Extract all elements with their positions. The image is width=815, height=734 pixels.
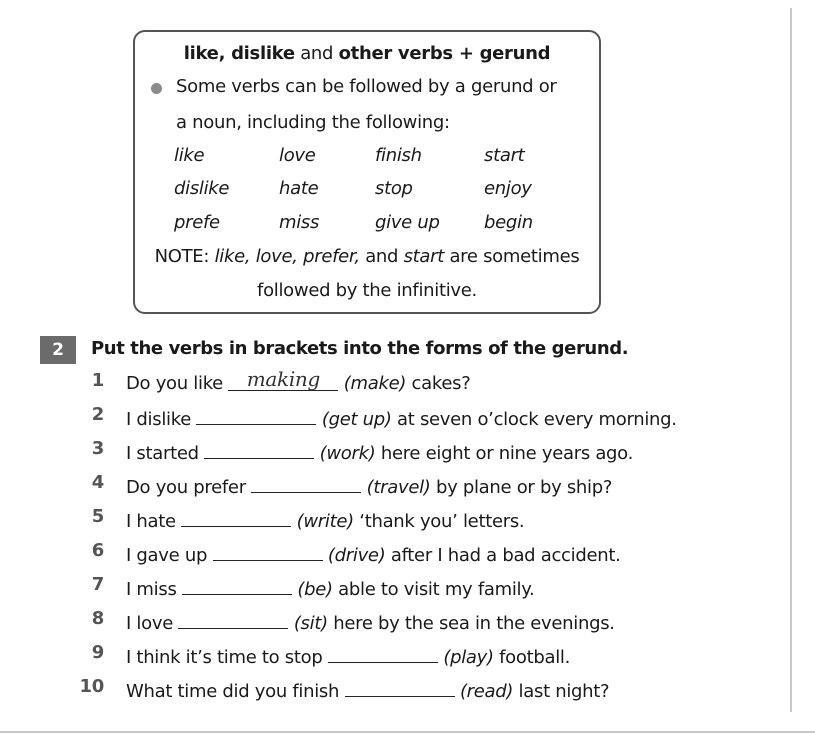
answer-text: making [246, 367, 321, 391]
bullet-line-2: a noun, including the following: [176, 112, 450, 133]
answer-blank[interactable] [213, 540, 323, 561]
item-number: 2 [91, 404, 104, 425]
item-text-before: Do you like [126, 373, 229, 394]
item-text-after: here eight or nine years ago. [375, 443, 633, 464]
item-text-after: after I had a bad accident. [385, 545, 621, 566]
grammar-box-title [135, 43, 599, 64]
item-text-after: by plane or by ship? [430, 477, 613, 498]
verb-love: love [279, 145, 316, 166]
item-number: 9 [91, 642, 104, 663]
page-right-rule [790, 8, 792, 712]
verb-hint: (read) [459, 681, 514, 702]
verb-dislike: dislike [174, 178, 230, 199]
item-sentence [126, 438, 633, 464]
verb-hint: (make) [343, 373, 407, 394]
item-text-after: last night? [513, 681, 610, 702]
title-part-1: like, dislike [183, 43, 295, 64]
note-label: NOTE: [154, 246, 215, 267]
bullet-icon [151, 83, 162, 94]
verb-prefe: prefe [174, 212, 220, 233]
answer-blank[interactable] [251, 472, 361, 493]
page-bottom-rule [0, 731, 815, 733]
item-sentence [126, 367, 471, 394]
item-sentence [126, 404, 677, 430]
grammar-box [133, 30, 601, 314]
item-text-after: able to visit my family. [332, 579, 535, 600]
answer-blank[interactable] [345, 676, 455, 697]
verb-stop: stop [375, 178, 413, 199]
item-text-after: at seven o’clock every morning. [391, 409, 677, 430]
verb-like: like [174, 145, 205, 166]
note-and: and [359, 246, 404, 267]
item-sentence [126, 608, 615, 634]
verb-enjoy: enjoy [484, 178, 532, 199]
note-rest: are sometimes [444, 246, 580, 267]
item-text-after: cakes? [406, 373, 471, 394]
item-sentence [126, 472, 612, 498]
verb-begin: begin [484, 212, 533, 233]
note-start: start [403, 246, 445, 267]
item-text-before: I love [126, 613, 179, 634]
answer-blank[interactable] [228, 367, 338, 391]
verb-hint: (travel) [366, 477, 431, 498]
answer-blank[interactable] [204, 438, 314, 459]
item-text-after: football. [493, 647, 571, 668]
verb-hint: (get up) [321, 409, 392, 430]
exercise-instruction: Put the verbs in brackets into the forms of the gerund. [91, 338, 629, 359]
verb-hint: (work) [319, 443, 376, 464]
verb-start: start [484, 145, 525, 166]
item-text-before: What time did you finish [126, 681, 345, 702]
item-text-before: I started [126, 443, 205, 464]
item-number: 3 [91, 438, 104, 459]
answer-blank[interactable] [182, 574, 292, 595]
note-line-2: followed by the infinitive. [257, 280, 477, 301]
item-sentence [126, 574, 534, 600]
item-text-before: I gave up [126, 545, 213, 566]
item-text-after: ‘thank you’ letters. [353, 511, 525, 532]
item-text-after: here by the sea in the evenings. [327, 613, 615, 634]
verb-give-up: give up [375, 212, 440, 233]
item-number: 4 [91, 472, 104, 493]
verb-hint: (be) [297, 579, 333, 600]
item-number: 5 [91, 506, 104, 527]
item-text-before: I miss [126, 579, 182, 600]
item-sentence [126, 540, 621, 566]
item-number: 8 [91, 608, 104, 629]
bullet-line-1: Some verbs can be followed by a gerund or [176, 76, 557, 97]
item-sentence [126, 676, 609, 702]
verb-hint: (write) [296, 511, 354, 532]
title-part-2: and [294, 43, 339, 64]
verb-hint: (drive) [327, 545, 386, 566]
item-text-before: I dislike [126, 409, 197, 430]
title-part-3: other verbs + gerund [338, 43, 551, 64]
verb-hint: (play) [443, 647, 494, 668]
answer-blank[interactable] [328, 642, 438, 663]
item-number: 10 [79, 676, 104, 697]
verb-hint: (sit) [293, 613, 328, 634]
answer-blank[interactable] [178, 608, 288, 629]
note-verbs: like, love, prefer, [214, 246, 360, 267]
item-number: 7 [91, 574, 104, 595]
verb-hate: hate [279, 178, 319, 199]
answer-blank[interactable] [181, 506, 291, 527]
answer-blank[interactable] [196, 404, 316, 425]
item-sentence [126, 506, 524, 532]
exercise-number-badge: 2 [40, 336, 76, 364]
note-line-1 [135, 246, 599, 267]
verb-finish: finish [375, 145, 422, 166]
item-text-before: I think it’s time to stop [126, 647, 328, 668]
item-number: 1 [91, 370, 104, 391]
item-number: 6 [91, 540, 104, 561]
item-sentence [126, 642, 570, 668]
item-text-before: I hate [126, 511, 182, 532]
item-text-before: Do you prefer [126, 477, 252, 498]
verb-miss: miss [279, 212, 320, 233]
